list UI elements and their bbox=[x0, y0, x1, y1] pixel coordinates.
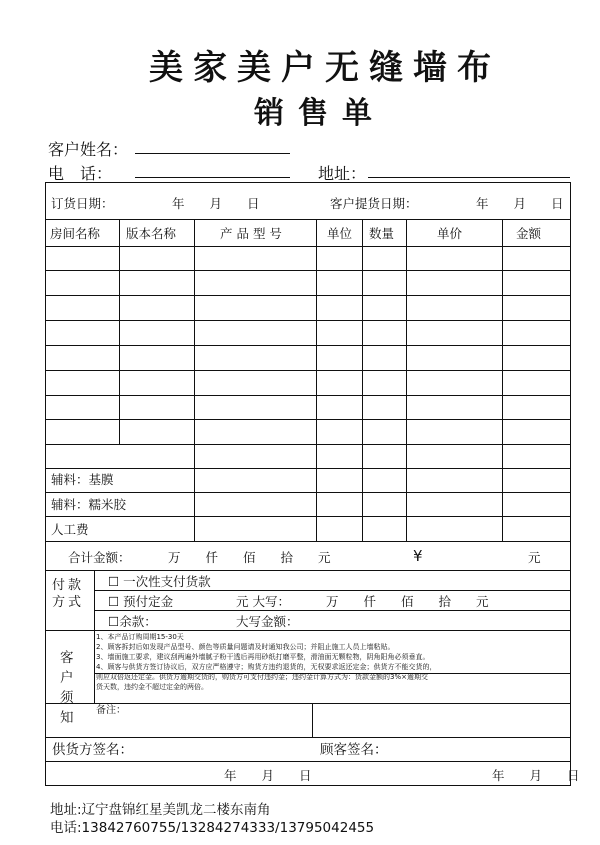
order-date-label: 订货日期： bbox=[51, 196, 114, 211]
total-label: 合计金额： bbox=[68, 550, 131, 565]
pickup-date-field[interactable]: 年 月 日 bbox=[476, 196, 564, 211]
deposit-units: 元 大写： bbox=[236, 594, 290, 609]
order-date-field[interactable]: 年 月 日 bbox=[172, 196, 260, 211]
notice-item-3: 3、墙面施工要求，建议刮两遍外墙腻子粉干透后再用砂纸打磨平整，滑油面无颗粒物，阴角阳角必须垂直。 bbox=[96, 653, 430, 661]
header-amount: 金额 bbox=[516, 226, 542, 241]
payment-option-deposit[interactable]: ☐ 预付定金 bbox=[108, 594, 174, 609]
order-form bbox=[45, 182, 571, 786]
phone-field[interactable] bbox=[135, 176, 290, 178]
notice-label: 客户须知 bbox=[60, 650, 74, 726]
pickup-date-label: 客户提货日期： bbox=[330, 196, 418, 211]
footer-phone: 电话:13842760755/13284274333/13795042455 bbox=[50, 820, 375, 836]
aux-rice-glue: 辅料：糯米胶 bbox=[51, 497, 127, 512]
notice-item-6: 货天数，违约金不超过定金的两倍。 bbox=[96, 683, 208, 691]
phone-label: 电 话： bbox=[48, 164, 113, 183]
payment-option-full[interactable]: ☐ 一次性支付货款 bbox=[108, 574, 211, 589]
remark-label: 备注： bbox=[96, 705, 126, 716]
labor-cost: 人工费 bbox=[51, 522, 89, 537]
customer-sign-date[interactable]: 年 月 日 bbox=[492, 768, 580, 783]
header-room: 房间名称 bbox=[50, 226, 101, 241]
aux-base-film: 辅料：基膜 bbox=[51, 472, 114, 487]
balance-caps-label: 大写金额： bbox=[236, 614, 299, 629]
notice-item-4: 4、顾客与供货方签订协议后，双方应严格遵守；购货方违约退货的，无权要求返还定金；供货方不能交货的， bbox=[96, 663, 437, 671]
address-field[interactable] bbox=[368, 176, 570, 178]
header-model: 产 品 型 号 bbox=[220, 226, 282, 241]
customer-name-field[interactable] bbox=[135, 152, 290, 154]
header-version: 版本名称 bbox=[126, 226, 177, 241]
document-title: 美家美户无缝墙布 bbox=[149, 48, 501, 88]
deposit-caps: 万 仟 佰 拾 元 bbox=[326, 594, 489, 609]
total-yuan: 元 bbox=[528, 550, 541, 565]
footer-address: 地址:辽宁盘锦红星美凯龙二楼东南角 bbox=[50, 802, 271, 818]
payment-label: 付款方式 bbox=[52, 578, 85, 610]
notice-item-1: 1、本产品订购周期15-30天 bbox=[96, 633, 184, 641]
payment-option-balance[interactable]: ☐余款： bbox=[108, 614, 157, 629]
header-price: 单价 bbox=[437, 226, 463, 241]
address-label: 地址： bbox=[318, 164, 367, 183]
notice-item-5: 则应双倍返还定金。供货方逾期交货的，购货方可支付违约金；违约金计算方式为：货款金额的3%×逾期交 bbox=[96, 673, 428, 681]
total-units: 万 仟 佰 拾 元 bbox=[168, 550, 331, 565]
header-unit: 单位 bbox=[327, 226, 353, 241]
customer-signature-label: 顾客签名： bbox=[320, 742, 388, 758]
customer-name-label: 客户姓名： bbox=[48, 140, 129, 159]
header-qty: 数量 bbox=[369, 226, 395, 241]
notice-item-2: 2、顾客拆封后如发现产品型号、颜色等质量问题请及时通知我公司；并阻止施工人员上墙粘贴。 bbox=[96, 643, 395, 651]
supplier-signature-label: 供货方签名： bbox=[52, 742, 133, 758]
supplier-sign-date[interactable]: 年 月 日 bbox=[224, 768, 312, 783]
document-subtitle: 销售单 bbox=[254, 96, 386, 131]
yen-symbol: ¥ bbox=[413, 547, 423, 565]
